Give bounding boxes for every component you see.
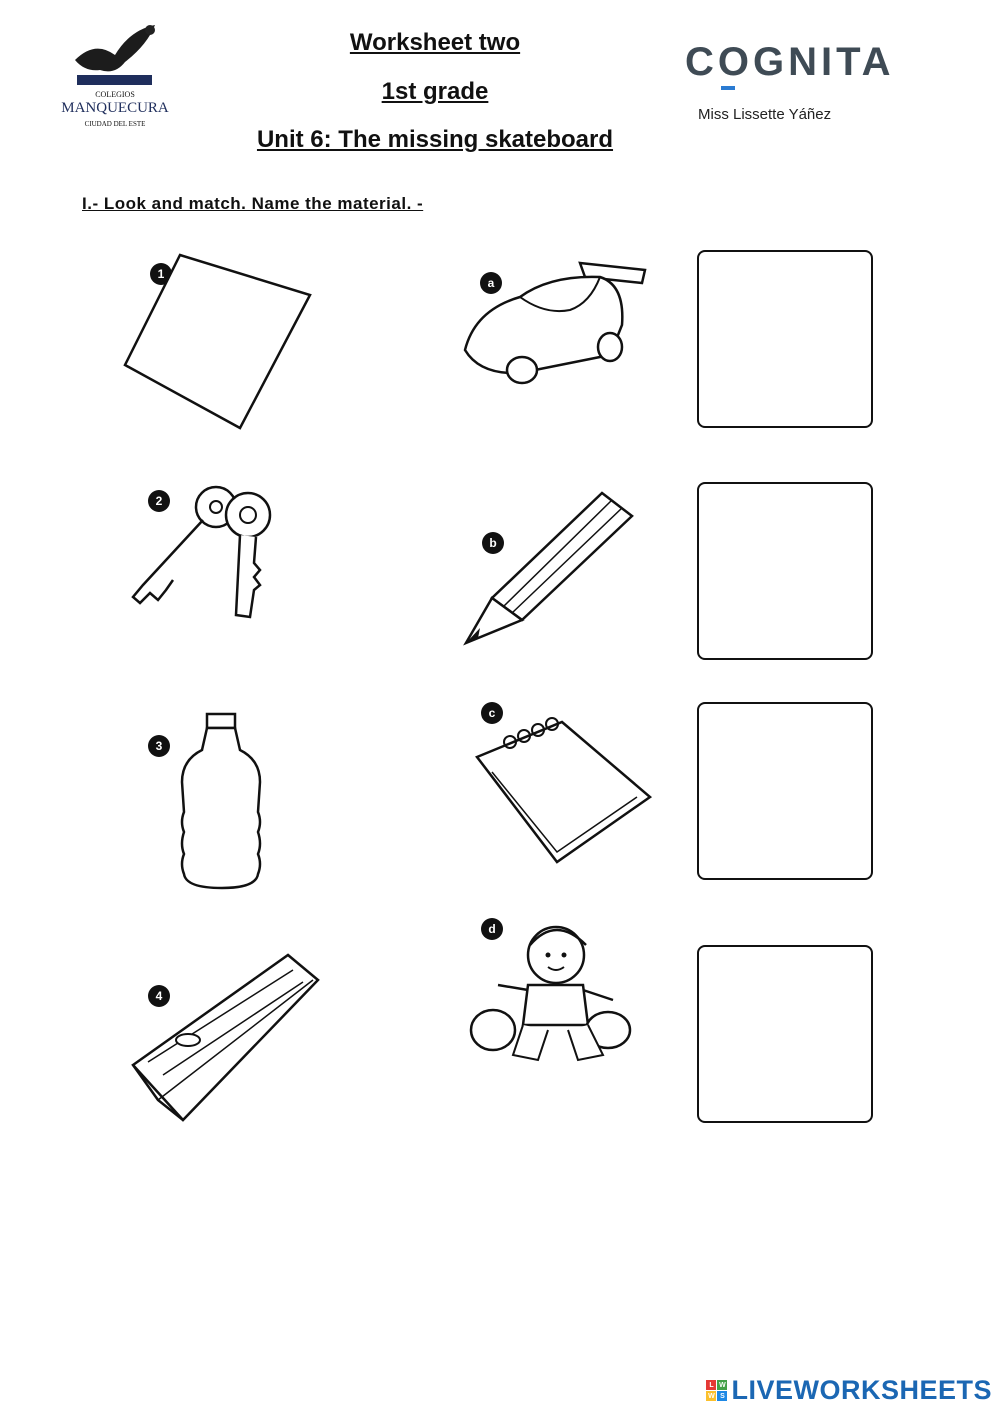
school-logo-city: CIUDAD DEL ESTE bbox=[84, 120, 146, 128]
wood-plank-icon bbox=[128, 950, 323, 1125]
grid-letter: W bbox=[708, 1392, 715, 1400]
cognita-logo-accent bbox=[721, 86, 735, 90]
liveworksheets-logo bbox=[706, 1375, 992, 1406]
notepad-icon bbox=[472, 712, 654, 867]
paper-sheet-icon bbox=[120, 250, 315, 430]
answer-box-b[interactable] bbox=[697, 482, 873, 660]
school-logo-name: MANQUECURA bbox=[61, 100, 169, 116]
unit-heading: Unit 6: The missing skateboard bbox=[256, 126, 614, 153]
grade-heading: 1st grade bbox=[381, 78, 489, 105]
item-badge-2: 2 bbox=[148, 490, 170, 512]
grid-letter: S bbox=[717, 1391, 727, 1401]
item-badge-1: 1 bbox=[150, 263, 172, 285]
liveworksheets-wordmark: LIVEWORKSHEETS bbox=[731, 1375, 992, 1405]
item-badge-4: 4 bbox=[148, 985, 170, 1007]
item-badge-d: d bbox=[481, 918, 503, 940]
school-logo-line1: COLEGIOS bbox=[95, 90, 135, 99]
plastic-bottle-icon bbox=[180, 712, 265, 890]
worksheet-title: Worksheet two bbox=[349, 29, 521, 56]
item-badge-3: 3 bbox=[148, 735, 170, 757]
grid-letter: L bbox=[706, 1380, 716, 1390]
grid-letter: W bbox=[719, 1381, 726, 1389]
teacher-name: Miss Lissette Yáñez bbox=[698, 106, 832, 123]
keys-icon bbox=[128, 485, 278, 625]
answer-box-a[interactable] bbox=[697, 250, 873, 428]
instruction-text: I.- Look and match. Name the material. - bbox=[82, 194, 424, 213]
item-badge-b: b bbox=[482, 532, 504, 554]
answer-box-c[interactable] bbox=[697, 702, 873, 880]
item-badge-c: c bbox=[481, 702, 503, 724]
item-badge-a: a bbox=[480, 272, 502, 294]
toy-car-icon bbox=[460, 255, 650, 390]
liveworksheets-grid-icon bbox=[706, 1380, 727, 1401]
cognita-logo: COGNITA bbox=[685, 40, 895, 84]
answer-box-d[interactable] bbox=[697, 945, 873, 1123]
pencil-icon bbox=[462, 488, 637, 648]
doll-icon bbox=[468, 915, 636, 1070]
